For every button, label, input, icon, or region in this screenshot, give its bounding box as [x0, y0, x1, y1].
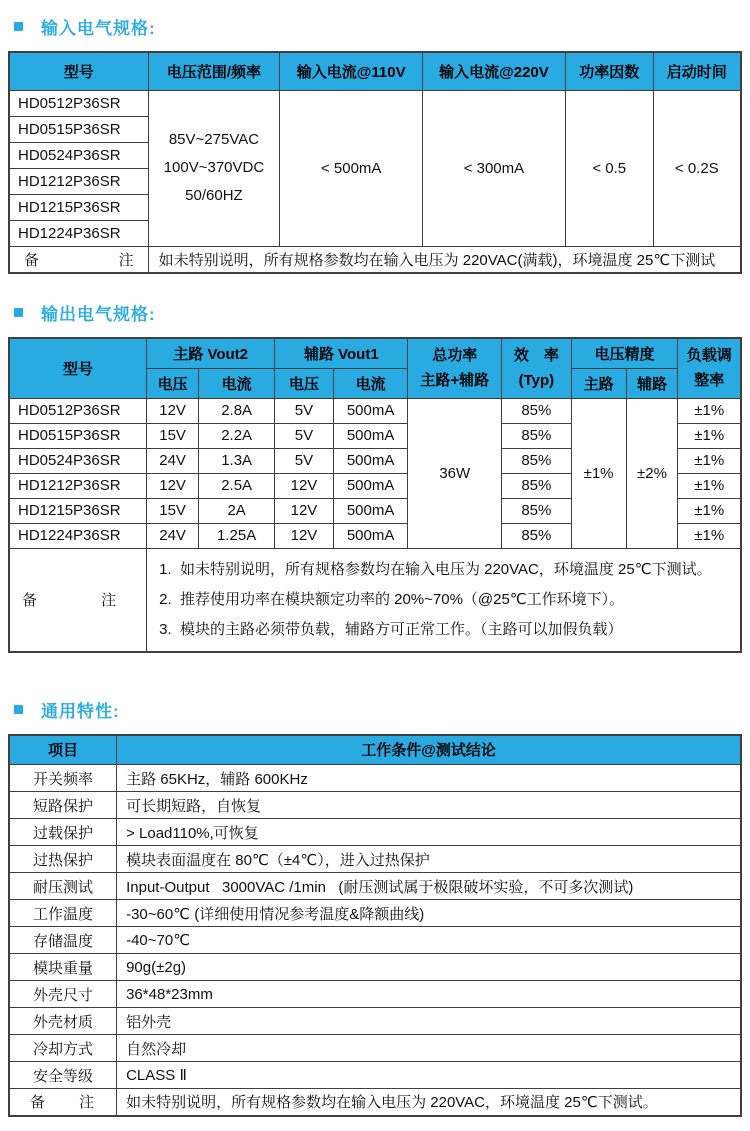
value-cell: -30~60℃ (详细使用情况参考温度&降额曲线) — [117, 900, 741, 927]
table-row — [9, 1035, 741, 1062]
sub-header-voltage: 电压 — [147, 368, 199, 398]
item-cell: 安全等级 — [9, 1062, 117, 1089]
vout1-current-cell: 500mA — [333, 473, 408, 498]
total-power-line2: 主路+辅路 — [420, 372, 490, 390]
load-reg-cell: ±1% — [678, 423, 741, 448]
efficiency-cell: 85% — [502, 473, 572, 498]
table-row — [9, 900, 741, 927]
col-header-power-factor: 功率因数 — [565, 52, 653, 90]
input-section-heading — [14, 14, 742, 39]
load-reg-line2: 整率 — [694, 372, 725, 390]
model-cell: HD0524P36SR — [9, 142, 148, 168]
general-section-title: 通用特性: — [41, 701, 120, 721]
sub-header-precision-main: 主路 — [571, 368, 626, 398]
vout1-voltage-cell: 5V — [275, 448, 334, 473]
item-cell: 耐压测试 — [9, 873, 117, 900]
col-header-item: 项目 — [9, 735, 117, 765]
load-reg-cell: ±1% — [678, 498, 741, 523]
model-cell: HD0515P36SR — [9, 423, 147, 448]
vout2-current-cell: 1.25A — [199, 523, 275, 548]
col-header-voltage-range: 电压范围/频率 — [148, 52, 280, 90]
general-table-header-row — [9, 735, 741, 765]
model-cell: HD0512P36SR — [9, 398, 147, 423]
value-cell: 自然冷却 — [117, 1035, 741, 1062]
table-row — [9, 954, 741, 981]
input-section-title: 输入电气规格: — [41, 19, 156, 38]
note-row — [9, 1089, 741, 1116]
value-cell: 90g(±2g) — [117, 954, 741, 981]
efficiency-cell: 85% — [502, 423, 572, 448]
item-cell: 冷却方式 — [9, 1035, 117, 1062]
current-220-cell: < 300mA — [423, 90, 566, 246]
vout2-voltage-cell: 24V — [147, 523, 199, 548]
item-cell: 短路保护 — [9, 792, 117, 819]
col-header-condition: 工作条件@测试结论 — [117, 735, 741, 765]
power-factor-cell: < 0.5 — [565, 90, 653, 246]
value-cell: 铝外壳 — [117, 1008, 741, 1035]
table-row — [9, 398, 741, 423]
square-bullet-icon — [14, 22, 23, 31]
item-cell: 工作温度 — [9, 900, 117, 927]
table-row — [9, 981, 741, 1008]
vout1-voltage-cell: 5V — [275, 398, 334, 423]
vout2-voltage-cell: 12V — [147, 473, 199, 498]
vout2-voltage-cell: 12V — [147, 398, 199, 423]
load-reg-cell: ±1% — [678, 523, 741, 548]
vout1-voltage-cell: 12V — [275, 523, 334, 548]
table-row — [9, 90, 741, 116]
value-cell: Input-Output 3000VAC /1min (耐压测试属于极限破坏实验，不可多次测试) — [117, 873, 741, 900]
sub-header-voltage: 电压 — [275, 368, 334, 398]
precision-aux-cell: ±2% — [626, 398, 678, 548]
general-spec-table — [8, 734, 742, 1117]
table-row — [9, 846, 741, 873]
output-spec-section — [8, 300, 742, 653]
load-reg-cell: ±1% — [678, 398, 741, 423]
model-cell: HD0524P36SR — [9, 448, 147, 473]
vout1-current-cell: 500mA — [333, 448, 408, 473]
col-header-current-110: 输入电流@110V — [280, 52, 423, 90]
voltage-range-line: 100V~370VDC — [163, 159, 265, 176]
item-cell: 过热保护 — [9, 846, 117, 873]
vout1-voltage-cell: 12V — [275, 473, 334, 498]
value-cell: 模块表面温度在 80℃（±4℃），进入过热保护 — [117, 846, 741, 873]
vout1-current-cell: 500mA — [333, 498, 408, 523]
vout2-current-cell: 1.3A — [199, 448, 275, 473]
col-header-voltage-precision: 电压精度 — [571, 338, 678, 368]
item-cell: 模块重量 — [9, 954, 117, 981]
value-cell: -40~70℃ — [117, 927, 741, 954]
startup-time-cell: < 0.2S — [653, 90, 741, 246]
vout1-current-cell: 500mA — [333, 523, 408, 548]
efficiency-line1: 效 率 — [513, 347, 559, 365]
sub-header-precision-aux: 辅路 — [626, 368, 678, 398]
col-header-startup-time: 启动时间 — [653, 52, 741, 90]
vout2-current-cell: 2.5A — [199, 473, 275, 498]
note-line-3: 3. 模块的主路必须带负载，辅路方可正常工作。（主路可以加假负载） — [159, 620, 623, 638]
vout1-voltage-cell: 12V — [275, 498, 334, 523]
note-label: 备 注 — [9, 246, 148, 273]
table-row — [9, 792, 741, 819]
vout1-current-cell: 500mA — [333, 423, 408, 448]
item-cell: 过载保护 — [9, 819, 117, 846]
precision-main-cell: ±1% — [571, 398, 626, 548]
efficiency-cell: 85% — [502, 448, 572, 473]
note-line-2: 2. 推荐使用功率在模块额定功率的 20%~70%（@25℃工作环境下）。 — [159, 590, 625, 608]
vout1-current-cell: 500mA — [333, 398, 408, 423]
value-cell: 可长期短路，自恢复 — [117, 792, 741, 819]
col-header-load-regulation — [678, 338, 741, 398]
efficiency-cell: 85% — [502, 523, 572, 548]
load-reg-cell: ±1% — [678, 448, 741, 473]
model-cell: HD1212P36SR — [9, 473, 147, 498]
output-section-heading — [14, 300, 742, 325]
col-header-total-power — [408, 338, 502, 398]
note-label: 备 注 — [9, 1089, 117, 1116]
note-row — [9, 548, 741, 652]
vout2-current-cell: 2.2A — [199, 423, 275, 448]
col-header-aux-vout1: 辅路 Vout1 — [275, 338, 408, 368]
note-row — [9, 246, 741, 273]
voltage-range-cell — [148, 90, 280, 246]
col-header-model: 型号 — [9, 338, 147, 398]
vout2-current-cell: 2.8A — [199, 398, 275, 423]
sub-header-current: 电流 — [199, 368, 275, 398]
input-spec-table — [8, 51, 742, 274]
model-cell: HD1224P36SR — [9, 220, 148, 246]
col-header-efficiency — [502, 338, 572, 398]
voltage-range-line: 50/60HZ — [185, 187, 243, 204]
table-row — [9, 1008, 741, 1035]
model-cell: HD1224P36SR — [9, 523, 147, 548]
table-row — [9, 1062, 741, 1089]
value-cell: CLASS Ⅱ — [117, 1062, 741, 1089]
model-cell: HD1212P36SR — [9, 168, 148, 194]
input-table-header-row — [9, 52, 741, 90]
general-spec-section — [8, 697, 742, 1117]
note-list — [147, 548, 741, 652]
model-cell: HD1215P36SR — [9, 498, 147, 523]
voltage-range-line: 85V~275VAC — [168, 131, 260, 148]
table-row — [9, 819, 741, 846]
note-label: 备 注 — [9, 548, 147, 652]
table-row — [9, 873, 741, 900]
model-cell: HD0515P36SR — [9, 116, 148, 142]
vout2-voltage-cell: 15V — [147, 498, 199, 523]
vout2-current-cell: 2A — [199, 498, 275, 523]
table-row — [9, 927, 741, 954]
total-power-cell: 36W — [408, 398, 502, 548]
current-110-cell: < 500mA — [280, 90, 423, 246]
square-bullet-icon — [14, 705, 23, 714]
load-reg-cell: ±1% — [678, 473, 741, 498]
efficiency-line2: (Typ) — [518, 372, 555, 390]
total-power-line1: 总功率 — [432, 347, 478, 365]
item-cell: 开关频率 — [9, 765, 117, 792]
square-bullet-icon — [14, 308, 23, 317]
vout2-voltage-cell: 24V — [147, 448, 199, 473]
col-header-main-vout2: 主路 Vout2 — [147, 338, 275, 368]
col-header-current-220: 输入电流@220V — [423, 52, 566, 90]
output-section-title: 输出电气规格: — [41, 305, 156, 324]
sub-header-current: 电流 — [333, 368, 408, 398]
note-line-1: 1. 如未特别说明，所有规格参数均在输入电压为 220VAC，环境温度 25℃下测试。 — [159, 560, 712, 578]
value-cell: 主路 65KHz，辅路 600KHz — [117, 765, 741, 792]
efficiency-cell: 85% — [502, 398, 572, 423]
note-text: 如未特别说明，所有规格参数均在输入电压为 220VAC，环境温度 25℃下测试。 — [117, 1089, 741, 1116]
model-cell: HD1215P36SR — [9, 194, 148, 220]
general-section-heading — [14, 697, 742, 722]
table-row — [9, 765, 741, 792]
input-spec-section — [8, 14, 742, 274]
model-cell: HD0512P36SR — [9, 90, 148, 116]
item-cell: 外壳尺寸 — [9, 981, 117, 1008]
item-cell: 外壳材质 — [9, 1008, 117, 1035]
value-cell: > Load110%,可恢复 — [117, 819, 741, 846]
load-reg-line1: 负载调 — [686, 347, 732, 365]
vout2-voltage-cell: 15V — [147, 423, 199, 448]
output-table-header-row-1 — [9, 338, 741, 368]
value-cell: 36*48*23mm — [117, 981, 741, 1008]
col-header-model: 型号 — [9, 52, 148, 90]
item-cell: 存储温度 — [9, 927, 117, 954]
vout1-voltage-cell: 5V — [275, 423, 334, 448]
output-spec-table — [8, 337, 742, 653]
efficiency-cell: 85% — [502, 498, 572, 523]
note-text: 如未特别说明，所有规格参数均在输入电压为 220VAC(满载)，环境温度 25℃下测试 — [148, 246, 741, 273]
